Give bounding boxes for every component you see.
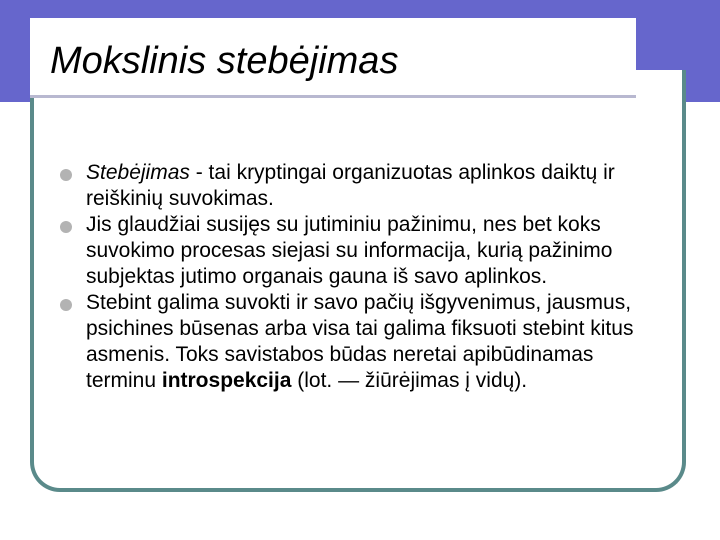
bullet-text: - tai kryptingai organizuotas aplinkos daiktų ir reiškinių suvokimas. [86,161,615,210]
bullet-item [60,290,660,394]
bullet-lead-term: Stebėjimas [86,161,190,184]
bullet-item [60,160,660,212]
bullet-list [60,160,660,394]
bullet-tail: (lot. — žiūrėjimas į vidų). [291,369,528,392]
bullet-dot-icon [60,299,72,311]
bullet-dot-icon [60,221,72,233]
slide-title: Mokslinis stebėjimas [50,40,399,82]
bullet-term: introspekcija [161,369,292,392]
bullet-item [60,212,660,290]
bullet-text: Stebint galima suvokti ir savo pačių išgyvenimus, jausmus, psichines būsenas arba visa tai galima fiksuoti stebint kitus asmenis. Toks savistabos būdas neretai apibūdinamas terminu [86,291,634,392]
bullet-text: Jis glaudžiai susijęs su jutiminiu pažinimu, nes bet koks suvokimo procesas siejasi su informacija, kurią pažinimo subjektas jutimo organais gauna iš savo aplinkos. [86,213,613,288]
bullet-dot-icon [60,169,72,181]
